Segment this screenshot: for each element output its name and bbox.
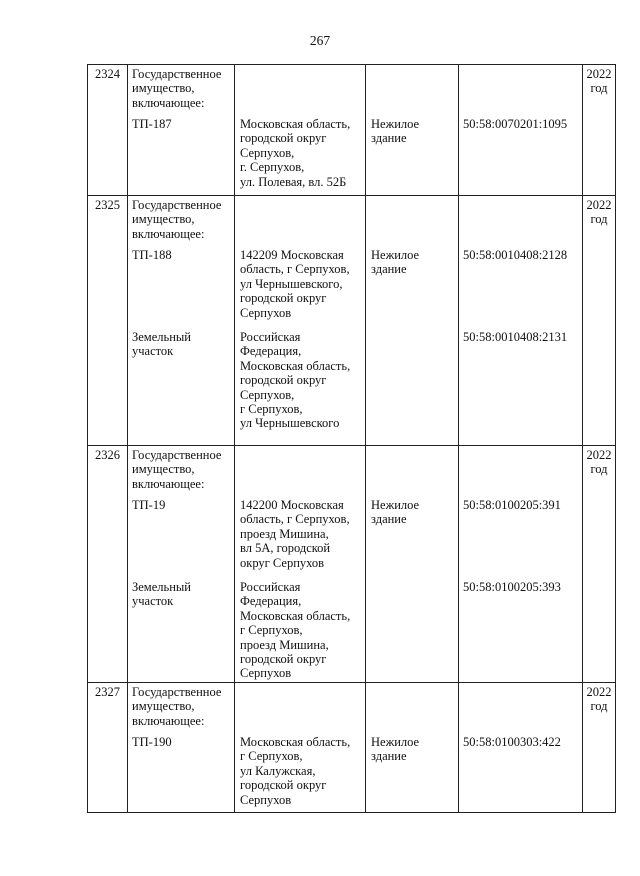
item-name-line: ТП-188 xyxy=(132,248,172,262)
item-address xyxy=(240,117,350,189)
item-group-header-line: имущество, xyxy=(132,81,195,96)
cell-name xyxy=(128,196,235,446)
record-row xyxy=(88,65,616,196)
cell-name xyxy=(128,446,235,683)
item-cadastral-number-line: 50:58:0070201:1095 xyxy=(463,117,568,131)
item-address-line: Серпухов xyxy=(240,666,292,681)
item-name xyxy=(132,248,172,262)
page-number: 267 xyxy=(309,33,331,48)
item-name xyxy=(132,330,191,359)
item-group-header xyxy=(132,685,221,728)
item-cadastral-number-line: 50:58:0100205:391 xyxy=(463,498,561,512)
record-year: 2022 год xyxy=(583,65,616,196)
item-address-line: 142200 Московская xyxy=(240,498,344,512)
item-type xyxy=(371,498,419,527)
cell-cadastral xyxy=(459,683,583,813)
item-address-line: Серпухов, xyxy=(240,145,295,160)
item-cadastral-number xyxy=(463,248,567,262)
item-cadastral-number xyxy=(463,117,567,131)
item-address xyxy=(240,248,350,320)
item-name-line: ТП-187 xyxy=(132,117,172,131)
item-type xyxy=(371,735,419,764)
item-type-line: Нежилое xyxy=(371,498,420,512)
item-type-line: здание xyxy=(371,512,407,527)
record-row xyxy=(88,446,616,683)
item-name xyxy=(132,580,191,609)
item-address-line: ул. Полевая, вл. 52Б xyxy=(240,174,347,189)
item-address-line: Московская область, xyxy=(240,608,351,623)
cell-cadastral xyxy=(459,196,583,446)
item-address-line: 142209 Московская xyxy=(240,248,344,262)
item-group-header xyxy=(132,448,221,491)
cell-type xyxy=(366,196,459,446)
item-cadastral-number-line: 50:58:0100303:422 xyxy=(463,735,561,749)
item-group-header-line: Государственное xyxy=(132,685,222,699)
item-address-line: Московская область, xyxy=(240,117,351,131)
item-cadastral-number-line: 50:58:0100205:393 xyxy=(463,580,561,594)
item-name-line: участок xyxy=(132,344,174,359)
record-number: 2325 xyxy=(88,196,128,446)
item-name xyxy=(132,498,165,512)
item-group-header-line: включающее: xyxy=(132,226,205,241)
item-type-line: Нежилое xyxy=(371,117,420,131)
item-address-line: городской округ xyxy=(240,131,327,146)
item-type-line: Нежилое xyxy=(371,735,420,749)
item-address-line: вл 5А, городской xyxy=(240,541,331,556)
item-address-line: Серпухов, xyxy=(240,387,295,402)
item-name-line: ТП-190 xyxy=(132,735,172,749)
cell-type xyxy=(366,683,459,813)
item-address-line: городской округ xyxy=(240,778,327,793)
cell-address xyxy=(235,65,366,196)
item-type-line: здание xyxy=(371,749,407,764)
cell-type xyxy=(366,65,459,196)
cell-name xyxy=(128,683,235,813)
item-address-line: Федерация, xyxy=(240,344,302,359)
item-group-header-line: включающее: xyxy=(132,713,205,728)
item-address-line: Российская xyxy=(240,580,301,594)
item-group-header-line: включающее: xyxy=(132,95,205,110)
record-year: 2022 год xyxy=(583,683,616,813)
item-group-header-line: включающее: xyxy=(132,476,205,491)
item-cadastral-number-line: 50:58:0010408:2131 xyxy=(463,330,568,344)
item-group-header-line: имущество, xyxy=(132,699,195,714)
item-address-line: г Серпухов, xyxy=(240,749,303,764)
item-address-line: городской округ xyxy=(240,291,327,306)
record-year: 2022 год xyxy=(583,446,616,683)
record-row xyxy=(88,196,616,446)
record-number: 2324 xyxy=(88,65,128,196)
item-cadastral-number-line: 50:58:0010408:2128 xyxy=(463,248,568,262)
item-address xyxy=(240,330,350,431)
item-type xyxy=(371,117,419,146)
record-row xyxy=(88,683,616,813)
item-address-line: ул Калужская, xyxy=(240,763,316,778)
item-group-header-line: имущество, xyxy=(132,212,195,227)
item-name xyxy=(132,735,172,749)
item-address-line: область, г Серпухов, xyxy=(240,262,350,277)
item-address-line: округ Серпухов xyxy=(240,555,325,570)
item-group-header xyxy=(132,67,221,110)
item-address-line: ул Чернышевского, xyxy=(240,276,343,291)
item-address-line: Российская xyxy=(240,330,301,344)
item-type-line: здание xyxy=(371,131,407,146)
item-cadastral-number xyxy=(463,330,567,344)
item-group-header-line: Государственное xyxy=(132,448,222,462)
item-address xyxy=(240,735,350,807)
item-name-line: участок xyxy=(132,594,174,609)
item-group-header-line: имущество, xyxy=(132,462,195,477)
item-address-line: городской округ xyxy=(240,652,327,667)
item-cadastral-number xyxy=(463,498,561,512)
cell-address xyxy=(235,196,366,446)
item-type-line: Нежилое xyxy=(371,248,420,262)
item-group-header-line: Государственное xyxy=(132,198,222,212)
item-name xyxy=(132,117,172,131)
record-year: 2022 год xyxy=(583,196,616,446)
item-type-line: здание xyxy=(371,262,407,277)
cell-type xyxy=(366,446,459,683)
item-address-line: область, г Серпухов, xyxy=(240,512,350,527)
item-address-line: г. Серпухов, xyxy=(240,160,305,175)
record-number: 2326 xyxy=(88,446,128,683)
item-address-line: проезд Мишина, xyxy=(240,526,329,541)
item-name-line: ТП-19 xyxy=(132,498,166,512)
item-group-header xyxy=(132,198,221,241)
cell-address xyxy=(235,683,366,813)
cell-cadastral xyxy=(459,446,583,683)
item-address-line: Федерация, xyxy=(240,594,302,609)
item-address-line: Серпухов xyxy=(240,305,292,320)
property-register-table xyxy=(87,64,616,813)
item-address-line: Московская область, xyxy=(240,735,351,749)
item-group-header-line: Государственное xyxy=(132,67,222,81)
item-address-line: г Серпухов, xyxy=(240,402,303,417)
item-name-line: Земельный xyxy=(132,580,191,594)
item-cadastral-number xyxy=(463,735,561,749)
item-address-line: городской округ xyxy=(240,373,327,388)
item-address-line: Серпухов xyxy=(240,792,292,807)
item-cadastral-number xyxy=(463,580,561,594)
record-number: 2327 xyxy=(88,683,128,813)
item-address-line: г Серпухов, xyxy=(240,623,303,638)
item-address-line: ул Чернышевского xyxy=(240,416,340,431)
item-address-line: проезд Мишина, xyxy=(240,637,329,652)
item-address xyxy=(240,580,350,681)
item-address-line: Московская область, xyxy=(240,358,351,373)
item-type xyxy=(371,248,419,277)
item-name-line: Земельный xyxy=(132,330,191,344)
cell-name xyxy=(128,65,235,196)
item-address xyxy=(240,498,350,570)
cell-cadastral xyxy=(459,65,583,196)
cell-address xyxy=(235,446,366,683)
